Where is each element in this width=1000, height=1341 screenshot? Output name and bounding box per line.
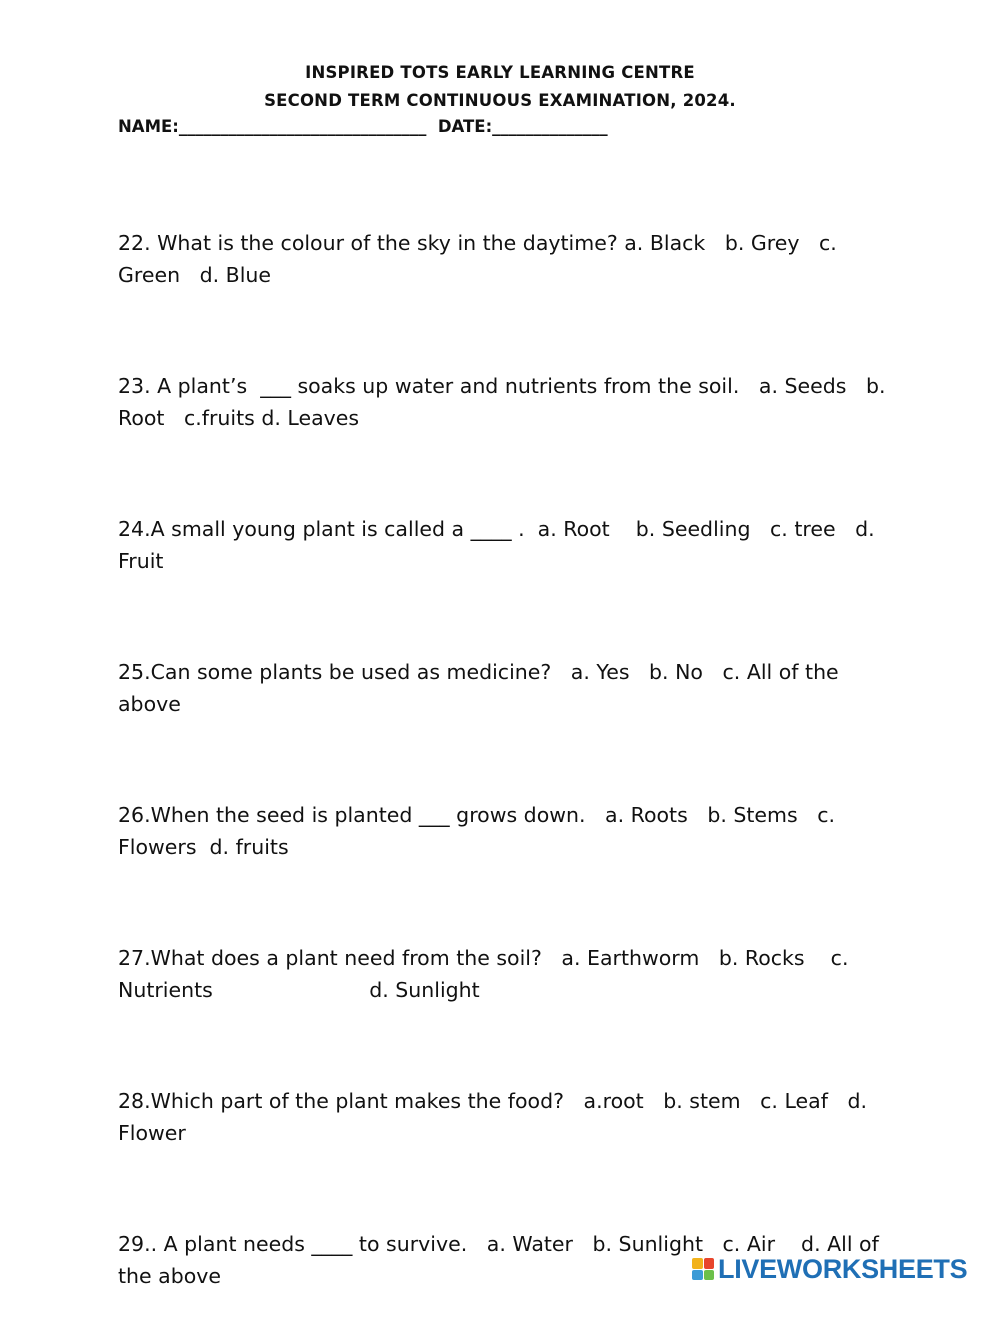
- exam-title: SECOND TERM CONTINUOUS EXAMINATION, 2024.: [264, 91, 736, 110]
- question-28: 28.Which part of the plant makes the food? a.root b. stem c. Leaf d. Flower: [118, 1089, 874, 1145]
- question-26: 26.When the seed is planted ___ grows down. a. Roots b. Stems c. Flowers d. fruits: [118, 803, 842, 859]
- question-22: 22. What is the colour of the sky in the daytime? a. Black b. Grey c. Green d. Blue: [118, 231, 844, 287]
- name-date-line: NAME:______________________________ DATE:______________: [118, 117, 608, 136]
- question-24: 24.A small young plant is called a ____ . a. Root b. Seedling c. tree d. Fruit: [118, 517, 882, 573]
- question-list: [118, 165, 893, 1341]
- school-name: INSPIRED TOTS EARLY LEARNING CENTRE: [305, 63, 695, 82]
- liveworksheets-logo-icon: [692, 1258, 714, 1280]
- question-27: 27.What does a plant need from the soil? a. Earthworm b. Rocks c. Nutrients d. Sunlight: [118, 946, 855, 1002]
- question-23: 23. A plant’s ___ soaks up water and nutrients from the soil. a. Seeds b. Root c.fruits d. Leaves: [118, 374, 893, 430]
- question-29: 29.. A plant needs ____ to survive. a. Water b. Sunlight c. Air d. All of the above: [118, 1232, 886, 1288]
- liveworksheets-logo[interactable]: [692, 1254, 967, 1284]
- question-25: 25.Can some plants be used as medicine? a. Yes b. No c. All of the above: [118, 660, 846, 716]
- logo-text: LIVEWORKSHEETS: [718, 1253, 968, 1284]
